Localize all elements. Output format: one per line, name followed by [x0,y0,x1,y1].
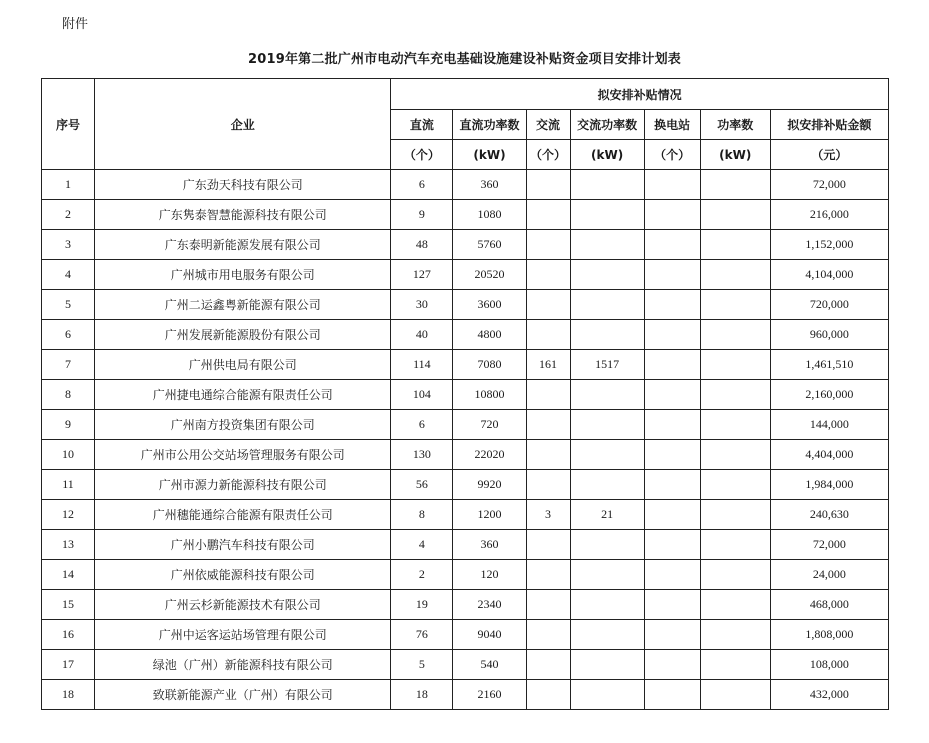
cell-seq: 7 [42,350,95,380]
cell-seq: 1 [42,170,95,200]
cell-swap-station [644,650,700,680]
table-row [42,380,889,410]
header-ac: 交流 [526,110,570,140]
cell-seq: 2 [42,200,95,230]
header-swap-station: 换电站 [644,110,700,140]
header-dc-power-unit: (kW) [453,140,526,170]
cell-amount: 216,000 [770,200,888,230]
cell-seq: 15 [42,590,95,620]
cell-dc-power: 9920 [453,470,526,500]
cell-dc-count: 6 [391,410,453,440]
cell-seq: 8 [42,380,95,410]
cell-ac-count [526,200,570,230]
cell-company: 致联新能源产业（广州）有限公司 [95,680,391,710]
header-ac-power: 交流功率数 [570,110,644,140]
cell-power [700,170,770,200]
cell-power [700,560,770,590]
cell-amount: 4,104,000 [770,260,888,290]
cell-dc-count: 9 [391,200,453,230]
cell-amount: 24,000 [770,560,888,590]
cell-amount: 240,630 [770,500,888,530]
cell-company: 广州依威能源科技有限公司 [95,560,391,590]
cell-seq: 9 [42,410,95,440]
cell-seq: 16 [42,620,95,650]
cell-ac-power [570,290,644,320]
header-ac-power-unit: (kW) [570,140,644,170]
cell-ac-count [526,620,570,650]
cell-ac-power: 1517 [570,350,644,380]
table-row [42,530,889,560]
cell-company: 广东隽泰智慧能源科技有限公司 [95,200,391,230]
header-subsidy-group: 拟安排补贴情况 [391,79,889,110]
cell-amount: 1,152,000 [770,230,888,260]
cell-power [700,650,770,680]
cell-seq: 11 [42,470,95,500]
cell-dc-power: 2160 [453,680,526,710]
cell-power [700,530,770,560]
cell-ac-power [570,260,644,290]
cell-swap-station [644,590,700,620]
header-ac-unit: （个） [526,140,570,170]
cell-seq: 4 [42,260,95,290]
cell-seq: 5 [42,290,95,320]
cell-swap-station [644,410,700,440]
cell-amount: 144,000 [770,410,888,440]
cell-swap-station [644,440,700,470]
table-row [42,590,889,620]
cell-ac-count [526,650,570,680]
cell-dc-power: 10800 [453,380,526,410]
cell-ac-count [526,560,570,590]
header-dc-power: 直流功率数 [453,110,526,140]
cell-amount: 72,000 [770,530,888,560]
table-row [42,170,889,200]
cell-swap-station [644,500,700,530]
cell-ac-count [526,410,570,440]
cell-swap-station [644,260,700,290]
cell-power [700,230,770,260]
cell-dc-count: 6 [391,170,453,200]
header-amount: 拟安排补贴金额 [770,110,888,140]
cell-dc-power: 20520 [453,260,526,290]
cell-ac-power [570,470,644,500]
cell-swap-station [644,470,700,500]
cell-company: 广州城市用电服务有限公司 [95,260,391,290]
cell-company: 广东泰明新能源发展有限公司 [95,230,391,260]
cell-power [700,500,770,530]
table-row [42,440,889,470]
cell-swap-station [644,170,700,200]
header-dc-unit: （个） [391,140,453,170]
cell-ac-count [526,440,570,470]
cell-ac-count [526,590,570,620]
cell-power [700,680,770,710]
cell-swap-station [644,620,700,650]
cell-swap-station [644,350,700,380]
cell-dc-count: 76 [391,620,453,650]
cell-dc-power: 540 [453,650,526,680]
cell-dc-power: 4800 [453,320,526,350]
cell-dc-count: 8 [391,500,453,530]
cell-amount: 720,000 [770,290,888,320]
cell-amount: 72,000 [770,170,888,200]
table-row [42,500,889,530]
cell-ac-count: 161 [526,350,570,380]
cell-dc-count: 104 [391,380,453,410]
cell-seq: 6 [42,320,95,350]
cell-dc-power: 360 [453,530,526,560]
table-row [42,410,889,440]
table-row [42,650,889,680]
cell-ac-count [526,470,570,500]
cell-dc-power: 22020 [453,440,526,470]
cell-swap-station [644,290,700,320]
cell-dc-power: 2340 [453,590,526,620]
cell-power [700,620,770,650]
cell-dc-power: 9040 [453,620,526,650]
cell-amount: 960,000 [770,320,888,350]
cell-seq: 10 [42,440,95,470]
cell-ac-count [526,260,570,290]
cell-dc-count: 19 [391,590,453,620]
cell-ac-count [526,170,570,200]
header-power-unit: (kW) [700,140,770,170]
cell-ac-power [570,410,644,440]
cell-ac-count [526,320,570,350]
cell-swap-station [644,200,700,230]
cell-dc-count: 18 [391,680,453,710]
cell-dc-power: 1200 [453,500,526,530]
cell-ac-power [570,320,644,350]
cell-amount: 1,984,000 [770,470,888,500]
cell-dc-count: 2 [391,560,453,590]
cell-company: 广州南方投资集团有限公司 [95,410,391,440]
cell-seq: 3 [42,230,95,260]
cell-seq: 14 [42,560,95,590]
cell-dc-count: 40 [391,320,453,350]
cell-seq: 13 [42,530,95,560]
cell-seq: 18 [42,680,95,710]
cell-ac-count [526,530,570,560]
cell-seq: 12 [42,500,95,530]
cell-company: 广州中运客运站场管理有限公司 [95,620,391,650]
cell-company: 广州二运鑫粤新能源有限公司 [95,290,391,320]
cell-power [700,260,770,290]
cell-ac-count [526,680,570,710]
cell-amount: 4,404,000 [770,440,888,470]
cell-company: 广州穗能通综合能源有限责任公司 [95,500,391,530]
cell-company: 广州捷电通综合能源有限责任公司 [95,380,391,410]
table-row [42,260,889,290]
header-power: 功率数 [700,110,770,140]
cell-ac-power [570,170,644,200]
cell-company: 广州发展新能源股份有限公司 [95,320,391,350]
cell-ac-power [570,230,644,260]
table-row [42,200,889,230]
table-row [42,560,889,590]
cell-company: 广州供电局有限公司 [95,350,391,380]
cell-power [700,350,770,380]
cell-power [700,320,770,350]
cell-amount: 468,000 [770,590,888,620]
cell-power [700,470,770,500]
cell-power [700,410,770,440]
subsidy-plan-table [41,78,889,710]
cell-swap-station [644,680,700,710]
table-row [42,230,889,260]
cell-dc-count: 30 [391,290,453,320]
cell-dc-count: 4 [391,530,453,560]
cell-ac-power [570,200,644,230]
cell-swap-station [644,530,700,560]
attachment-label: 附件 [62,17,89,32]
cell-dc-power: 1080 [453,200,526,230]
cell-dc-power: 7080 [453,350,526,380]
cell-company: 绿池（广州）新能源科技有限公司 [95,650,391,680]
cell-ac-power: 21 [570,500,644,530]
page-title: 2019年第二批广州市电动汽车充电基础设施建设补贴资金项目安排计划表 [248,52,681,67]
cell-dc-count: 48 [391,230,453,260]
cell-company: 广州市源力新能源科技有限公司 [95,470,391,500]
cell-ac-power [570,680,644,710]
table-body [42,170,889,710]
cell-power [700,290,770,320]
table-row [42,320,889,350]
cell-swap-station [644,230,700,260]
cell-swap-station [644,380,700,410]
cell-ac-power [570,560,644,590]
cell-ac-power [570,650,644,680]
table-row [42,680,889,710]
cell-ac-power [570,380,644,410]
cell-ac-power [570,590,644,620]
table-row [42,350,889,380]
cell-power [700,440,770,470]
cell-swap-station [644,560,700,590]
cell-power [700,200,770,230]
cell-dc-power: 5760 [453,230,526,260]
cell-power [700,590,770,620]
cell-company: 广州云杉新能源技术有限公司 [95,590,391,620]
table-row [42,620,889,650]
cell-amount: 2,160,000 [770,380,888,410]
cell-ac-count [526,380,570,410]
cell-ac-count: 3 [526,500,570,530]
cell-dc-power: 720 [453,410,526,440]
cell-company: 广州市公用公交站场管理服务有限公司 [95,440,391,470]
cell-amount: 108,000 [770,650,888,680]
cell-seq: 17 [42,650,95,680]
header-amount-unit: （元） [770,140,888,170]
cell-ac-power [570,530,644,560]
header-company: 企业 [95,79,391,170]
cell-swap-station [644,320,700,350]
cell-dc-count: 127 [391,260,453,290]
cell-ac-power [570,440,644,470]
table-header [42,79,889,170]
cell-dc-count: 114 [391,350,453,380]
header-swap-unit: （个） [644,140,700,170]
cell-dc-count: 130 [391,440,453,470]
cell-dc-power: 3600 [453,290,526,320]
cell-dc-power: 120 [453,560,526,590]
cell-company: 广东劲天科技有限公司 [95,170,391,200]
cell-company: 广州小鹏汽车科技有限公司 [95,530,391,560]
table-row [42,470,889,500]
cell-dc-count: 56 [391,470,453,500]
cell-amount: 1,808,000 [770,620,888,650]
cell-ac-count [526,290,570,320]
cell-dc-count: 5 [391,650,453,680]
header-dc: 直流 [391,110,453,140]
cell-ac-power [570,620,644,650]
cell-dc-power: 360 [453,170,526,200]
cell-power [700,380,770,410]
cell-amount: 432,000 [770,680,888,710]
cell-amount: 1,461,510 [770,350,888,380]
table-row [42,290,889,320]
header-seq: 序号 [42,79,95,170]
cell-ac-count [526,230,570,260]
